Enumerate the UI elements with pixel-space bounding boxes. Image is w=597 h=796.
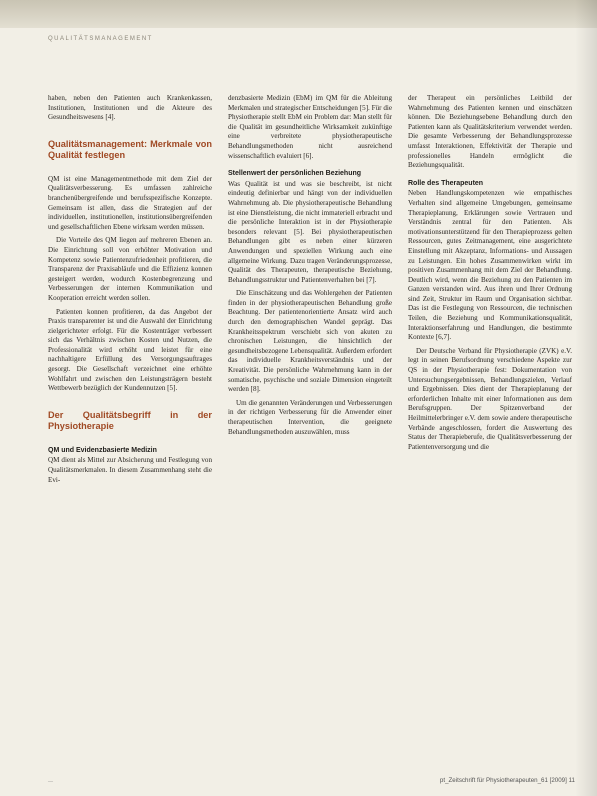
subheading: QM und Evidenzbasierte Medizin <box>48 446 157 454</box>
text-column-3 <box>408 94 572 456</box>
text-column-1 <box>48 94 212 489</box>
header-band <box>0 0 597 28</box>
page-edge-shadow <box>575 0 597 796</box>
paragraph: Die Vorteile des QM liegen auf mehreren Ebenen an. Die Einrichtung soll von erhöhter Motivation und Kompetenz sowie Patientenzufriedenheit profitieren, die Transparenz der Praxisabläufe und die Effizienz konnen gesteigert werden, wodurch Kostenbegrenzung und Verbesserungen der internen Kommunikation und Kooperation erreicht werden sollen. <box>48 236 212 302</box>
section-tag: QUALITÄTSMANAGEMENT <box>48 36 153 42</box>
paragraph: der Therapeut ein persönliches Leitbild der Wahrnehmung des Patienten kennen und einschätzen können. Die Beziehungsebene Behandlung durch den Patienten kann als Qualitätskriterium verwendet werden. Die gesamte Verbesserung der Behandlungsprozesse umfasst Interaktionen, Effektivität der Therapie und professionelles Handeln ermöglicht die Beziehungsqualität. <box>408 94 572 170</box>
section-heading: Der Qualitätsbegriff in der Physiotherapie <box>48 409 212 431</box>
paragraph: haben, neben den Patienten auch Krankenkassen, Institutionen, Institutionen und die Akteure des Gesundheitswesens [4]. <box>48 94 212 122</box>
paragraph: denzbasierte Medizin (EbM) im QM für die Ableitung Merkmalen und strategischer Entscheidungen [5]. Für die Physiotherapie stellt EbM ein Problem dar: Man stellt für die Qualität im gesundheitliche Wirksamkeit zukünftige eine verbreitete physiotherapeutische Behandlungsmethoden nicht ausreichend wissenschaftlich evaluiert [6]. <box>228 94 392 160</box>
paragraph: Neben Handlungskompetenzen wie empathisches Verhalten sind allgemeine Umgebungen, gemeinsame Therapieplanung, Erklärungen sowie Vertrauen und Verständnis zentral für den Patienten. Als motivationsunterstützend für den Therapieprozess gelten Ressourcen, gutes Zeitmanagement, eine ausgerichtete Einstellung mit Akzeptanz, Informations- und Aussagen zu Leistungen. Ein hohes Zusammenwirken wirkt im positiven Zusammenhang mit dem Ziel der Behandlung. Deutlich wird, wenn die Beziehung zu den Patienten im Ganzen verstanden wird. Aus ihren und Ihrer Ordnung sind Zeit, Struktur im Raum und Organisation sichtbar. Das ist die Festlegung von Ressourcen, die technischen Teilen, die Beziehung und Kommunikationsqualität, Interaktionserfahrung und Handlungen, die bestimmte Kontexte [6,7]. <box>408 189 572 342</box>
footer-citation: pt_Zeitschrift für Physiotherapeuten_61 [2009] 11 <box>439 777 575 784</box>
subheading: Rolle des Therapeuten <box>408 179 484 187</box>
footer-mark: — <box>48 780 53 785</box>
paragraph: QM dient als Mittel zur Absicherung und Festlegung von Qualitätsmerkmalen. In diesem Zusammenhang steht die Evi- <box>48 456 212 484</box>
paragraph: Die Einschätzung und das Wohlergehen der Patienten finden in der physiotherapeutischen Behandlung große Beachtung. Der patientenorientierte Ansatz wird auch durch den demographischen Wandel geprägt. Das Krankheitsspektrum verschiebt sich von akuten zu chronischen Leistungen, die hinsichtlich der gesundheitsbezogene Lebensqualität. Außerdem erfordert das individuelle Krankheitsverständnis und der Kreativität. Die persönliche Wahrnehmung kann in der somatische, psychische und soziale Dimension eingeteilt werden [8]. <box>228 289 392 394</box>
paragraph: Patienten konnen profitieren, da das Angebot der Praxis transparenter ist und die Auswahl der Einrichtung zielgerichteter erfolgt. Für die Kostenträger verbessert sich das Verhältnis zwischen Kosten und Nutzen, die Professionalität wird erhöht und leistet für eine nachhaltigere Erfüllung des Versorgungsauftrages gesorgt. Die Gesellschaft verzeichnet eine erhöhte Wohlfahrt und zwischen den Leistungsträgern besteht Wettbewerb bezüglich der Kundennutzen [5]. <box>48 307 212 393</box>
paragraph: Um die genannten Veränderungen und Verbesserungen in der richtigen Verbesserung für die Anwender einer therapeutischen Intervention, die geeignete Behandlungsmethoden auszuwählen, muss <box>228 398 392 436</box>
subheading: Stellenwert der persönlichen Beziehung <box>228 170 362 178</box>
text-column-2 <box>228 94 392 441</box>
section-heading: Qualitätsmanagement: Merkmale von Qualität festlegen <box>48 138 212 160</box>
paragraph: Was Qualität ist und was sie beschreibt, ist nicht eindeutig definierbar und hängt von der individuellen Wahrnehmung ab. Die physiotherapeutische Behandlung ist eine Dienstleistung, die nicht immateriell erbracht und die persönliche Interaktion ist in der Physiotherapie besonders relevant [5]. Bei physiotherapeutischen Behandlungen gibt es neben einer kürzeren Anwendungen und speziellen Wirkung auch eine allgemeine Wirkung. Dazu tragen Veränderungsprozesse, Qualität des Therapeuten, therapeutische Beziehung, Behandlungsstruktur und Patientenverhalten bei [7]. <box>228 179 392 284</box>
paragraph: QM ist eine Managementmethode mit dem Ziel der Qualitätsverbesserung. Es umfassen zahlreiche branchenübergreifende und berufsspezifische Konzepte. Gemeinsam ist allen, dass die Strategien auf der individuellen, institutionellen, institutionsübergreifenden und gesellschaftlichen Ebene wirksam werden müssen. <box>48 174 212 231</box>
paragraph: Der Deutsche Verband für Physiotherapie (ZVK) e.V. legt in seinen Berufsordnung verschiedene Aspekte zur QS in der Physiotherapie fest: Dokumentation von Untersuchungsergebnissen, Behandlungszielen, Verlauf und Ergebnissen. Dies dient der Therapieplanung der erforderlichen Inhalte mit einer Informationen aus dem Berufsgruppen. Der Spitzenverband der Heilmittelerbringer e.V. dem sowie andere therapeutische Verbände angeschlossen, fordert die Auswertung des Status der Therapieberufe, die Qualitätsverbesserung der Patientenversorgung und die <box>408 346 572 451</box>
